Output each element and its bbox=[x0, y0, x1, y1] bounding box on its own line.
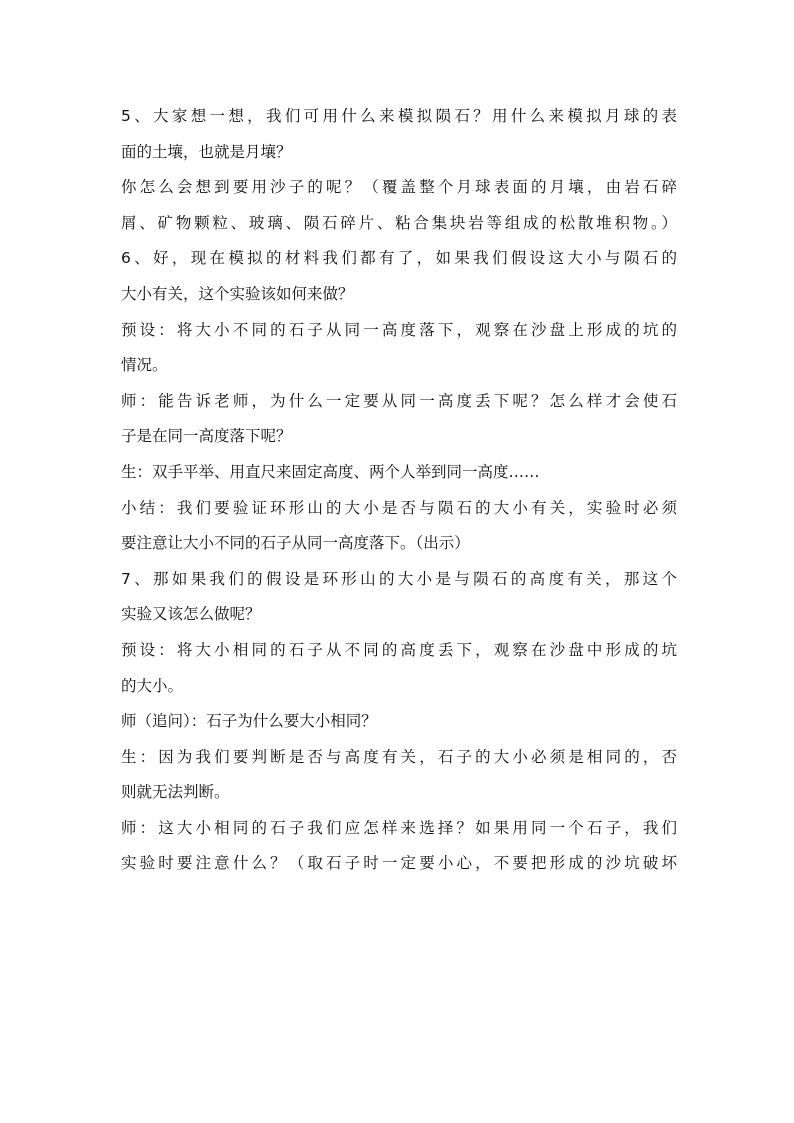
text-line: 面的土壤，也就是月壤？ bbox=[121, 142, 292, 161]
text-line: 5、大家想一想，我们可用什么来模拟陨石？用什么来模拟月球的表 bbox=[121, 107, 677, 125]
text-line: 子是在同一高度落下呢？ bbox=[121, 427, 292, 446]
text-line: 预设：将大小相同的石子从不同的高度丢下，观察在沙盘中形成的坑 bbox=[121, 640, 677, 659]
text-line: 屑、矿物颗粒、玻璃、陨石碎片、粘合集块岩等组成的松散堆积物。） bbox=[121, 213, 677, 232]
text-line: 小结：我们要验证环形山的大小是否与陨石的大小有关，实验时必须 bbox=[121, 498, 677, 517]
text-line: 生：因为我们要判断是否与高度有关，石子的大小必须是相同的，否 bbox=[121, 747, 677, 766]
text-line: 师（追问）：石子为什么要大小相同？ bbox=[121, 712, 377, 731]
text-line: 则就无法判断。 bbox=[121, 783, 230, 802]
text-line: 要注意让大小不同的石子从同一高度落下。（出示） bbox=[121, 534, 470, 553]
text-line: 预设：将大小不同的石子从同一高度落下，观察在沙盘上形成的坑的 bbox=[121, 320, 677, 339]
text-line: 6、好，现在模拟的材料我们都有了，如果我们假设这大小与陨石的 bbox=[121, 249, 677, 268]
text-line: 情况。 bbox=[121, 356, 168, 375]
document-body bbox=[121, 99, 677, 882]
text-line: 的大小。 bbox=[121, 676, 184, 695]
text-line: 师：这大小相同的石子我们应怎样来选择？如果用同一个石子，我们 bbox=[121, 818, 677, 837]
text-line: 师：能告诉老师，为什么一定要从同一高度丢下呢？怎么样才会使石 bbox=[121, 391, 677, 410]
text-line: 生：双手平举、用直尺来固定高度、两个人举到同一高度…… bbox=[121, 462, 540, 481]
text-line: 7、那如果我们的假设是环形山的大小是与陨石的高度有关，那这个 bbox=[121, 569, 677, 588]
text-line: 实验时要注意什么？（取石子时一定要小心，不要把形成的沙坑破坏 bbox=[121, 854, 677, 873]
text-line: 实验又该怎么做呢？ bbox=[121, 605, 261, 624]
text-line: 你怎么会想到要用沙子的呢？（覆盖整个月球表面的月壤，由岩石碎 bbox=[121, 178, 677, 197]
text-line: 大小有关，这个实验该如何来做？ bbox=[121, 284, 354, 303]
